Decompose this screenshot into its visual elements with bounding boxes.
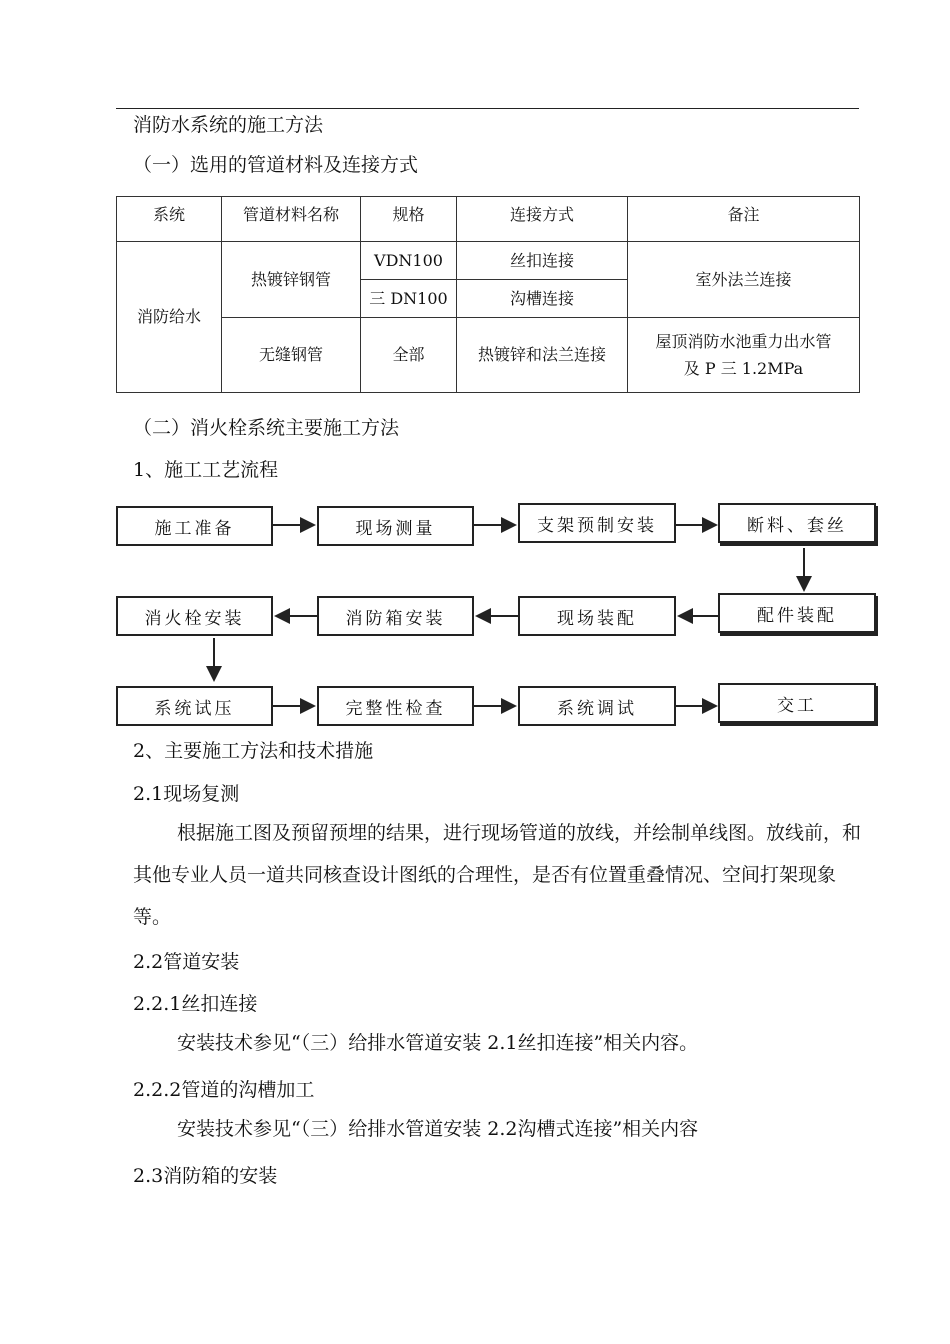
material-cell: 热镀锌钢管: [222, 242, 361, 318]
spec-cell: 全部: [361, 318, 457, 393]
section-heading-materials: （一）选用的管道材料及连接方式: [133, 154, 419, 176]
subheading-2-1: 2.1现场复测: [133, 783, 240, 805]
note-cell: 室外法兰连接: [628, 242, 860, 318]
materials-table: [116, 196, 860, 393]
header-cell: 连接方式: [457, 197, 628, 242]
table-row: [117, 318, 860, 393]
flow-step: 断料、套丝: [718, 503, 876, 543]
flow-step: 现场装配: [518, 596, 676, 636]
subheading-2-3: 2.3消防箱的安装: [133, 1165, 278, 1187]
flow-step: 系统调试: [518, 686, 676, 726]
flow-step: 现场测量: [317, 506, 474, 546]
doc-title: 消防水系统的施工方法: [133, 114, 324, 136]
subheading-2-2-2: 2.2.2管道的沟槽加工: [133, 1079, 315, 1101]
note-line: 屋顶消防水池重力出水管: [655, 331, 832, 351]
header-cell: 备注: [628, 197, 860, 242]
subheading-2-2: 2.2管道安装: [133, 951, 240, 973]
flow-step: 消防箱安装: [317, 596, 474, 636]
flow-step: 完整性检查: [317, 686, 474, 726]
spec-cell: VDN100: [361, 242, 457, 280]
header-cell: 管道材料名称: [222, 197, 361, 242]
note-line: 及 P 三 1.2MPa: [683, 359, 804, 378]
material-cell: 无缝钢管: [222, 318, 361, 393]
connection-cell: 沟槽连接: [457, 280, 628, 318]
subheading-process-flow: 1、施工工艺流程: [133, 459, 279, 481]
header-cell: 规格: [361, 197, 457, 242]
flow-step: 支架预制安装: [518, 503, 676, 543]
table-row: [117, 242, 860, 280]
header-cell: 系统: [117, 197, 222, 242]
connection-cell: 丝扣连接: [457, 242, 628, 280]
subheading-2-2-1: 2.2.1丝扣连接: [133, 993, 258, 1015]
spec-cell: 三 DN100: [361, 280, 457, 318]
paragraph-2-2-1: 安装技术参见“（三）给排水管道安装 2.1丝扣连接”相关内容。: [177, 1032, 699, 1054]
note-cell: [628, 318, 860, 393]
section-heading-hydrant: （二）消火栓系统主要施工方法: [133, 417, 400, 439]
subheading-methods: 2、主要施工方法和技术措施: [133, 740, 374, 762]
flow-step: 系统试压: [116, 686, 273, 726]
connection-cell: 热镀锌和法兰连接: [457, 318, 628, 393]
system-cell: 消防给水: [117, 242, 222, 393]
paragraph-2-1: 根据施工图及预留预埋的结果，进行现场管道的放线，并绘制单线图。放线前，和其他专业人员一道共同核查设计图纸的合理性，是否有位置重叠情况、空间打架现象等。: [133, 822, 862, 928]
paragraph-2-2-2: 安装技术参见“（三）给排水管道安装 2.2沟槽式连接”相关内容: [177, 1118, 699, 1140]
flow-step: 交工: [718, 683, 876, 723]
top-rule: [116, 108, 859, 109]
flow-step: 施工准备: [116, 506, 273, 546]
table-header-row: [117, 197, 860, 242]
flow-step: 配件装配: [718, 593, 876, 633]
flow-step: 消火栓安装: [116, 596, 273, 636]
